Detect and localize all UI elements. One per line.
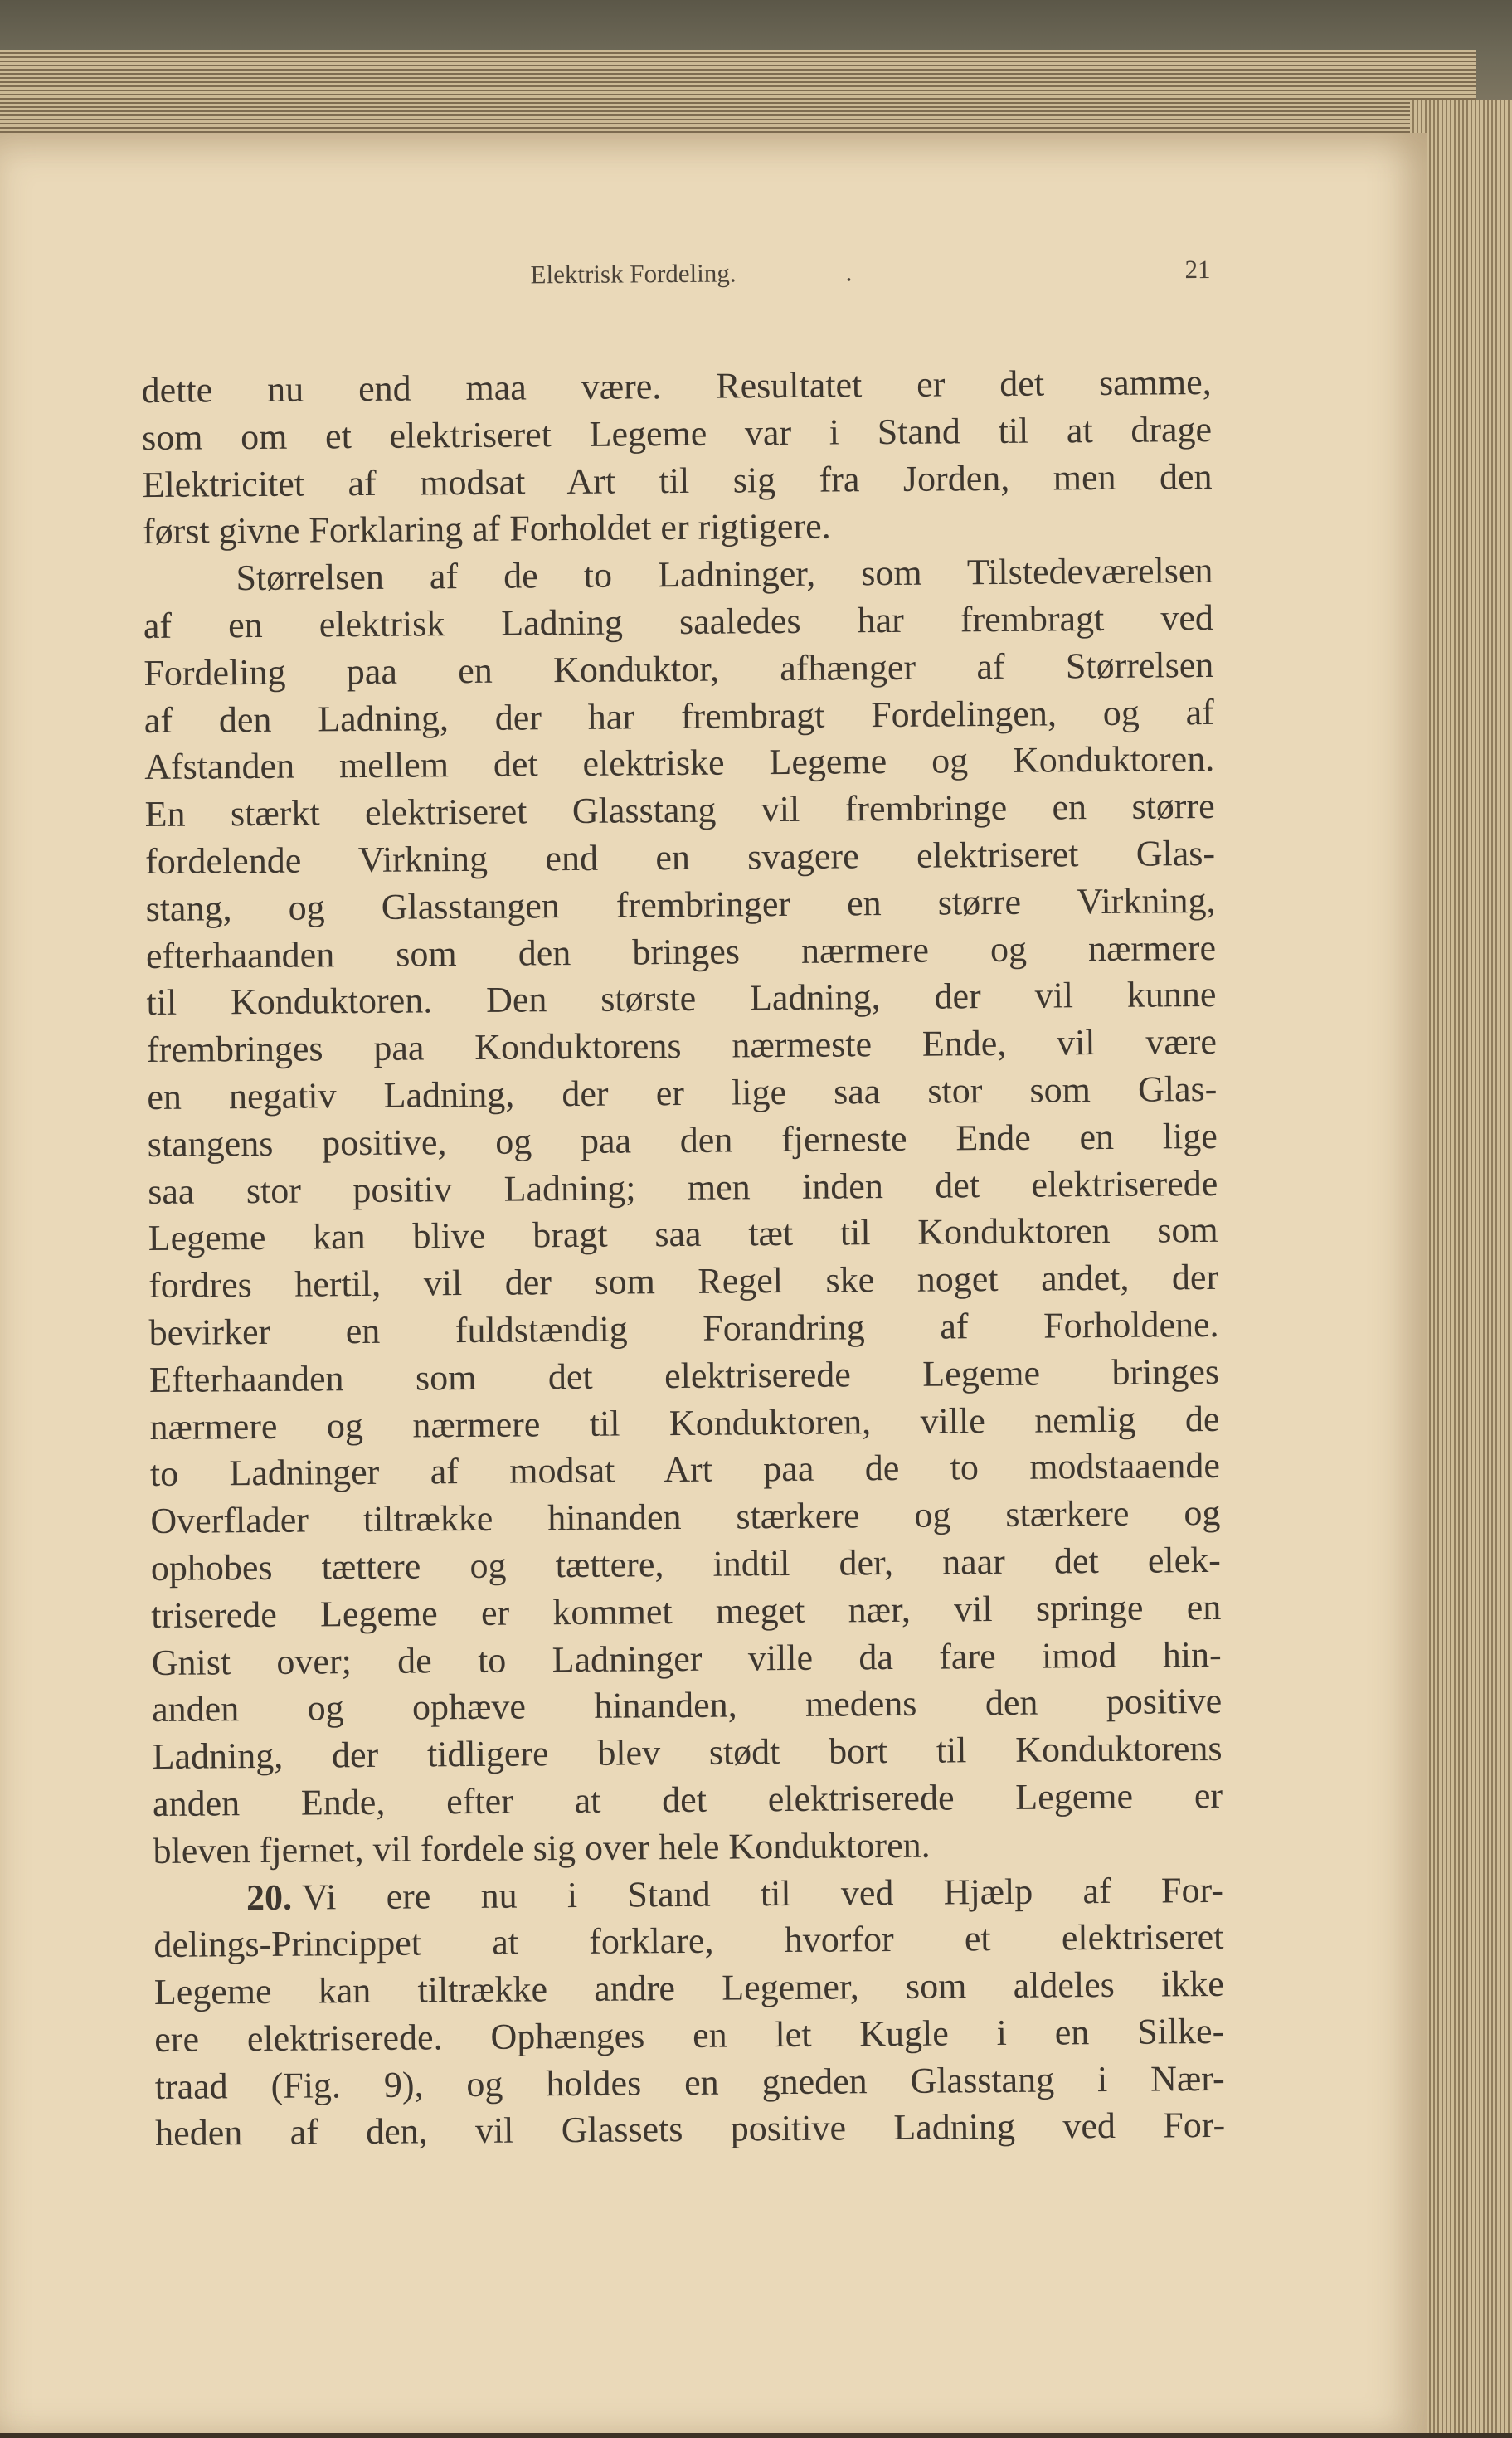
text-line-content: af en elektrisk Ladning saaledes har frembragt ved: [143, 596, 1214, 647]
text-line-content: triserede Legeme er kommet meget nær, vil springe en: [151, 1586, 1222, 1636]
text-line-content: bleven fjernet, vil fordele sig over hele Konduktoren.: [153, 1824, 931, 1871]
running-dot: .: [845, 257, 853, 287]
text-line: [144, 736, 1214, 791]
text-line: [144, 783, 1214, 839]
text-line-content: fordres hertil, vil der som Regel ske noget andet, der: [148, 1257, 1219, 1307]
section-line-content: delings-Princippet at forklare, hvorfor et elektriseret: [153, 1916, 1224, 1966]
text-line: [143, 642, 1213, 698]
text-line-content: efterhaanden som den bringes nærmere og nærmere: [145, 927, 1217, 976]
section-line-content: ere elektriserede. Ophænges en let Kugle i en Silke-: [154, 2010, 1225, 2060]
text-line: [145, 830, 1215, 886]
text-line: [143, 500, 1213, 556]
text-line-content: anden Ende, efter at det elektriserede Legeme er: [152, 1774, 1223, 1824]
section-line: [153, 1914, 1223, 1969]
body-text: [141, 359, 1225, 2158]
text-line: [148, 1160, 1218, 1215]
running-head: [140, 255, 1210, 296]
text-line-content: bevirker en fuldstændig Forandring af Forholdene.: [148, 1303, 1219, 1353]
text-line: [149, 1395, 1219, 1451]
running-title: Elektrisk Fordeling.: [530, 258, 737, 290]
text-line-content: Fordeling paa en Konduktor, afhænger af Størrelsen: [143, 644, 1214, 693]
section-line-content: [246, 1866, 1223, 1921]
text-line-content: Afstanden mellem det elektriske Legeme og Konduktoren.: [144, 738, 1215, 788]
text-line-content: Ladning, der tidligere blev stødt bort til Konduktorens: [152, 1727, 1223, 1778]
text-line: [152, 1678, 1222, 1734]
section-line-content: Legeme kan tiltrække andre Legemer, som aldeles ikke: [153, 1963, 1224, 2013]
text-line-content: fordelende Virkning end en svagere elektriseret Glas-: [144, 832, 1216, 883]
text-line-content: En stærkt elektriseret Glasstang vil frembringe en større: [144, 786, 1215, 835]
text-line-content: nærmere og nærmere til Konduktoren, ville nemlig de: [149, 1398, 1220, 1448]
text-line: [146, 924, 1216, 980]
text-line-content: Størrelsen af de to Ladninger, som Tilstedeværelsen: [236, 550, 1213, 599]
section-line-text: Vi ere nu i Stand til ved Hjælp af For-: [301, 1869, 1224, 1918]
text-line-content: Elektricitet af modsat Art til sig fra Jorden, men den: [142, 455, 1213, 505]
text-line-content: frembringes paa Konduktorens nærmeste Ende, vil være: [146, 1021, 1218, 1071]
text-line: [153, 1773, 1223, 1828]
text-line: [148, 1302, 1218, 1357]
text-line: [142, 406, 1212, 462]
text-line-content: ophobes tættere og tættere, indtil der, naar det elek-: [150, 1539, 1221, 1589]
section-line: [154, 1961, 1224, 2017]
text-line-content: først givne Forklaring af Forholdet er rigtigere.: [142, 505, 831, 552]
text-line: [152, 1631, 1222, 1686]
text-line-content: en negativ Ladning, der er lige saa stor som Glas-: [147, 1068, 1218, 1117]
text-line: [144, 689, 1214, 745]
section-number: 20.: [246, 1876, 293, 1918]
text-line-content: stang, og Glasstangen frembringer en større Virkning,: [145, 879, 1216, 929]
text-line-content: dette nu end maa være. Resultatet er det samme,: [141, 361, 1212, 411]
text-line: [143, 547, 1213, 603]
text-line: [150, 1490, 1220, 1545]
text-line-content: til Konduktoren. Den største Ladning, der vil kunne: [146, 974, 1217, 1024]
text-line: [145, 878, 1215, 933]
text-line: [148, 1113, 1218, 1169]
section-line: [154, 2008, 1224, 2064]
text-line: [143, 595, 1213, 650]
text-line-content: anden og ophæve hinanden, medens den positive: [151, 1681, 1223, 1730]
section-line: [155, 2056, 1225, 2111]
text-line: [151, 1584, 1221, 1640]
page-number: 21: [1184, 254, 1211, 285]
section-line: [153, 1866, 1223, 1922]
text-line: [152, 1725, 1222, 1781]
text-line: [141, 359, 1211, 415]
text-line: [146, 971, 1216, 1027]
text-line: [150, 1443, 1220, 1498]
text-line: [151, 1537, 1221, 1593]
section-line: [155, 2102, 1225, 2158]
text-line-content: Legeme kan blive bragt saa tæt til Konduktoren som: [148, 1209, 1218, 1259]
text-line: [142, 454, 1212, 509]
text-line: [147, 1066, 1217, 1122]
text-line-content: som om et elektriseret Legeme var i Stand til at drage: [141, 408, 1213, 458]
section-line-content: heden af den, vil Glassets positive Ladning ved For-: [154, 2105, 1226, 2154]
text-line-content: Overflader tiltrække hinanden stærkere og stærkere og: [150, 1492, 1221, 1542]
text-line: [148, 1207, 1218, 1263]
text-line-content: af den Ladning, der har frembragt Fordelingen, og af: [143, 691, 1214, 741]
text-line: [149, 1349, 1219, 1404]
text-line-content: stangens positive, og paa den fjerneste Ende en lige: [147, 1115, 1218, 1165]
text-line: [147, 1019, 1217, 1074]
text-line-content: Gnist over; de to Ladninger ville da fare imod hin-: [151, 1633, 1222, 1683]
text-line: [148, 1254, 1218, 1310]
text-line-content: saa stor positiv Ladning; men inden det elektriserede: [148, 1162, 1218, 1212]
text-line-content: Efterhaanden som det elektriserede Legeme bringes: [148, 1350, 1220, 1400]
text-line-content: to Ladninger af modsat Art paa de to modstaaende: [149, 1445, 1221, 1495]
text-line: [153, 1820, 1223, 1876]
section-line-content: traad (Fig. 9), og holdes en gneden Glasstang i Nær-: [154, 2057, 1225, 2107]
